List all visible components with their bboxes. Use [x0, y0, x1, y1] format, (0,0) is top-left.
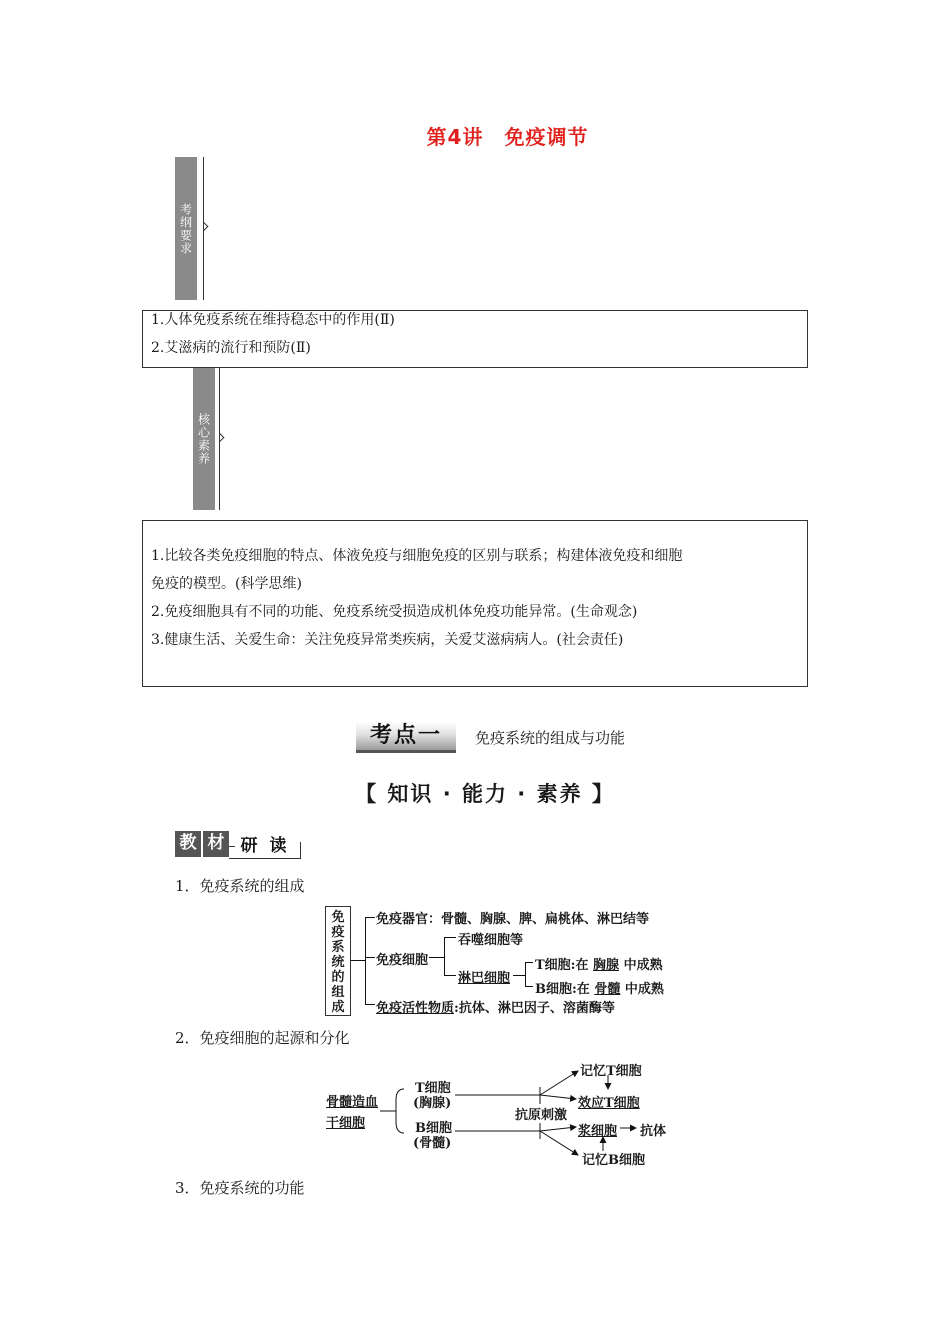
hexin-item: 2.免疫细胞具有不同的功能、免疫系统受损造成机体免疫功能异常。(生命观念) — [151, 604, 638, 620]
diagram1-b-prefix: B细胞:在 — [535, 982, 590, 997]
connector — [444, 975, 456, 976]
heading-1: 1．免疫系统的组成 — [175, 877, 305, 895]
connector — [365, 957, 375, 958]
diagram1-t-blank: 胸腺 — [593, 958, 620, 973]
diagram1-active — [376, 997, 615, 1016]
diagram2-b-loc: (骨髓) — [413, 1136, 452, 1151]
diagram2-effector-t: 效应T细胞 — [578, 1096, 640, 1111]
diagram1-b-cell — [535, 978, 664, 997]
diagram2-stem1: 骨髓造血 — [326, 1095, 379, 1110]
connector — [365, 917, 366, 1004]
diagram2-antibody: 抗体 — [640, 1124, 667, 1139]
diagram2-antigen: 抗原刺激 — [513, 1104, 569, 1123]
diagram1-t-prefix: T细胞:在 — [535, 958, 589, 973]
connector — [429, 957, 444, 958]
jiaocai-bracket — [300, 842, 301, 858]
diagram2-stem2: 干细胞 — [326, 1116, 366, 1131]
diagram1-active-label: 免疫活性物质 — [376, 1001, 455, 1016]
diagram2-t-cell: T细胞 — [415, 1081, 451, 1096]
diagram1-root: 免疫系统的组成 — [331, 910, 345, 1015]
diagram1-t-suffix: 中成熟 — [623, 958, 663, 973]
diagram1-active-items: :抗体、淋巴因子、溶菌酶等 — [454, 1001, 615, 1016]
chevron-right-icon — [215, 433, 225, 443]
hexin-item: 免疫的模型。(科学思维) — [151, 576, 302, 592]
connector — [365, 1004, 375, 1005]
hexin-item: 1.比较各类免疫细胞的特点、体液免疫与细胞免疫的区别与联系；构建体液免疫和细胞 — [151, 548, 683, 564]
hexin-item: 3.健康生活、关爱生命：关注免疫异常类疾病，关爱艾滋病病人。(社会责任) — [151, 632, 624, 648]
diagram2-memory-b: 记忆B细胞 — [582, 1153, 645, 1168]
connector — [444, 937, 456, 938]
diagram1-t-cell — [535, 954, 663, 973]
kaodian-subtitle: 免疫系统的组成与功能 — [475, 729, 626, 747]
diagram1-b-suffix: 中成熟 — [624, 982, 664, 997]
connector — [444, 937, 445, 975]
connector — [525, 986, 533, 987]
jiaocai-char: 读 — [269, 836, 287, 856]
jiaocai-char: 材 — [203, 831, 229, 857]
tab-kaogang: 考纲要求 — [175, 157, 197, 300]
tab-hexin: 核心素养 — [193, 368, 215, 510]
diagram2-b-cell: B细胞 — [415, 1121, 452, 1136]
diagram2-plasma: 浆细胞 — [578, 1124, 618, 1139]
connector — [525, 962, 526, 986]
chevron-right-icon — [199, 222, 209, 232]
heading-2: 2．免疫细胞的起源和分化 — [175, 1029, 350, 1047]
jiaocai-char: 教 — [175, 831, 201, 857]
diagram1-phago: 吞噬细胞等 — [458, 933, 524, 948]
diagram2-t-loc: (胸腺) — [413, 1096, 452, 1111]
jiaocai-dash — [229, 846, 235, 847]
diagram1-b-blank: 骨髓 — [594, 982, 621, 997]
jiaocai-char: 研 — [240, 836, 258, 856]
kaogang-item: 2.艾滋病的流行和预防(Ⅱ) — [151, 340, 311, 356]
jiaocai-underline — [229, 858, 301, 859]
diagram2-memory-t: 记忆T细胞 — [580, 1064, 642, 1079]
diagram1-cell: 免疫细胞 — [376, 953, 429, 968]
connector — [365, 917, 375, 918]
connector — [525, 962, 533, 963]
connector — [513, 975, 525, 976]
page-title: 第4讲 免疫调节 — [426, 125, 589, 149]
kaodian-badge: 考点一 — [356, 722, 456, 753]
diagram1-lymph: 淋巴细胞 — [458, 971, 511, 986]
connector — [351, 960, 365, 961]
section-header: 【 知识 · 能力 · 素养 】 — [355, 782, 615, 806]
heading-3: 3．免疫系统的功能 — [175, 1179, 305, 1197]
diagram1-organ: 免疫器官：骨髓、胸腺、脾、扁桃体、淋巴结等 — [376, 912, 650, 927]
kaogang-item: 1.人体免疫系统在维持稳态中的作用(Ⅱ) — [151, 312, 395, 328]
